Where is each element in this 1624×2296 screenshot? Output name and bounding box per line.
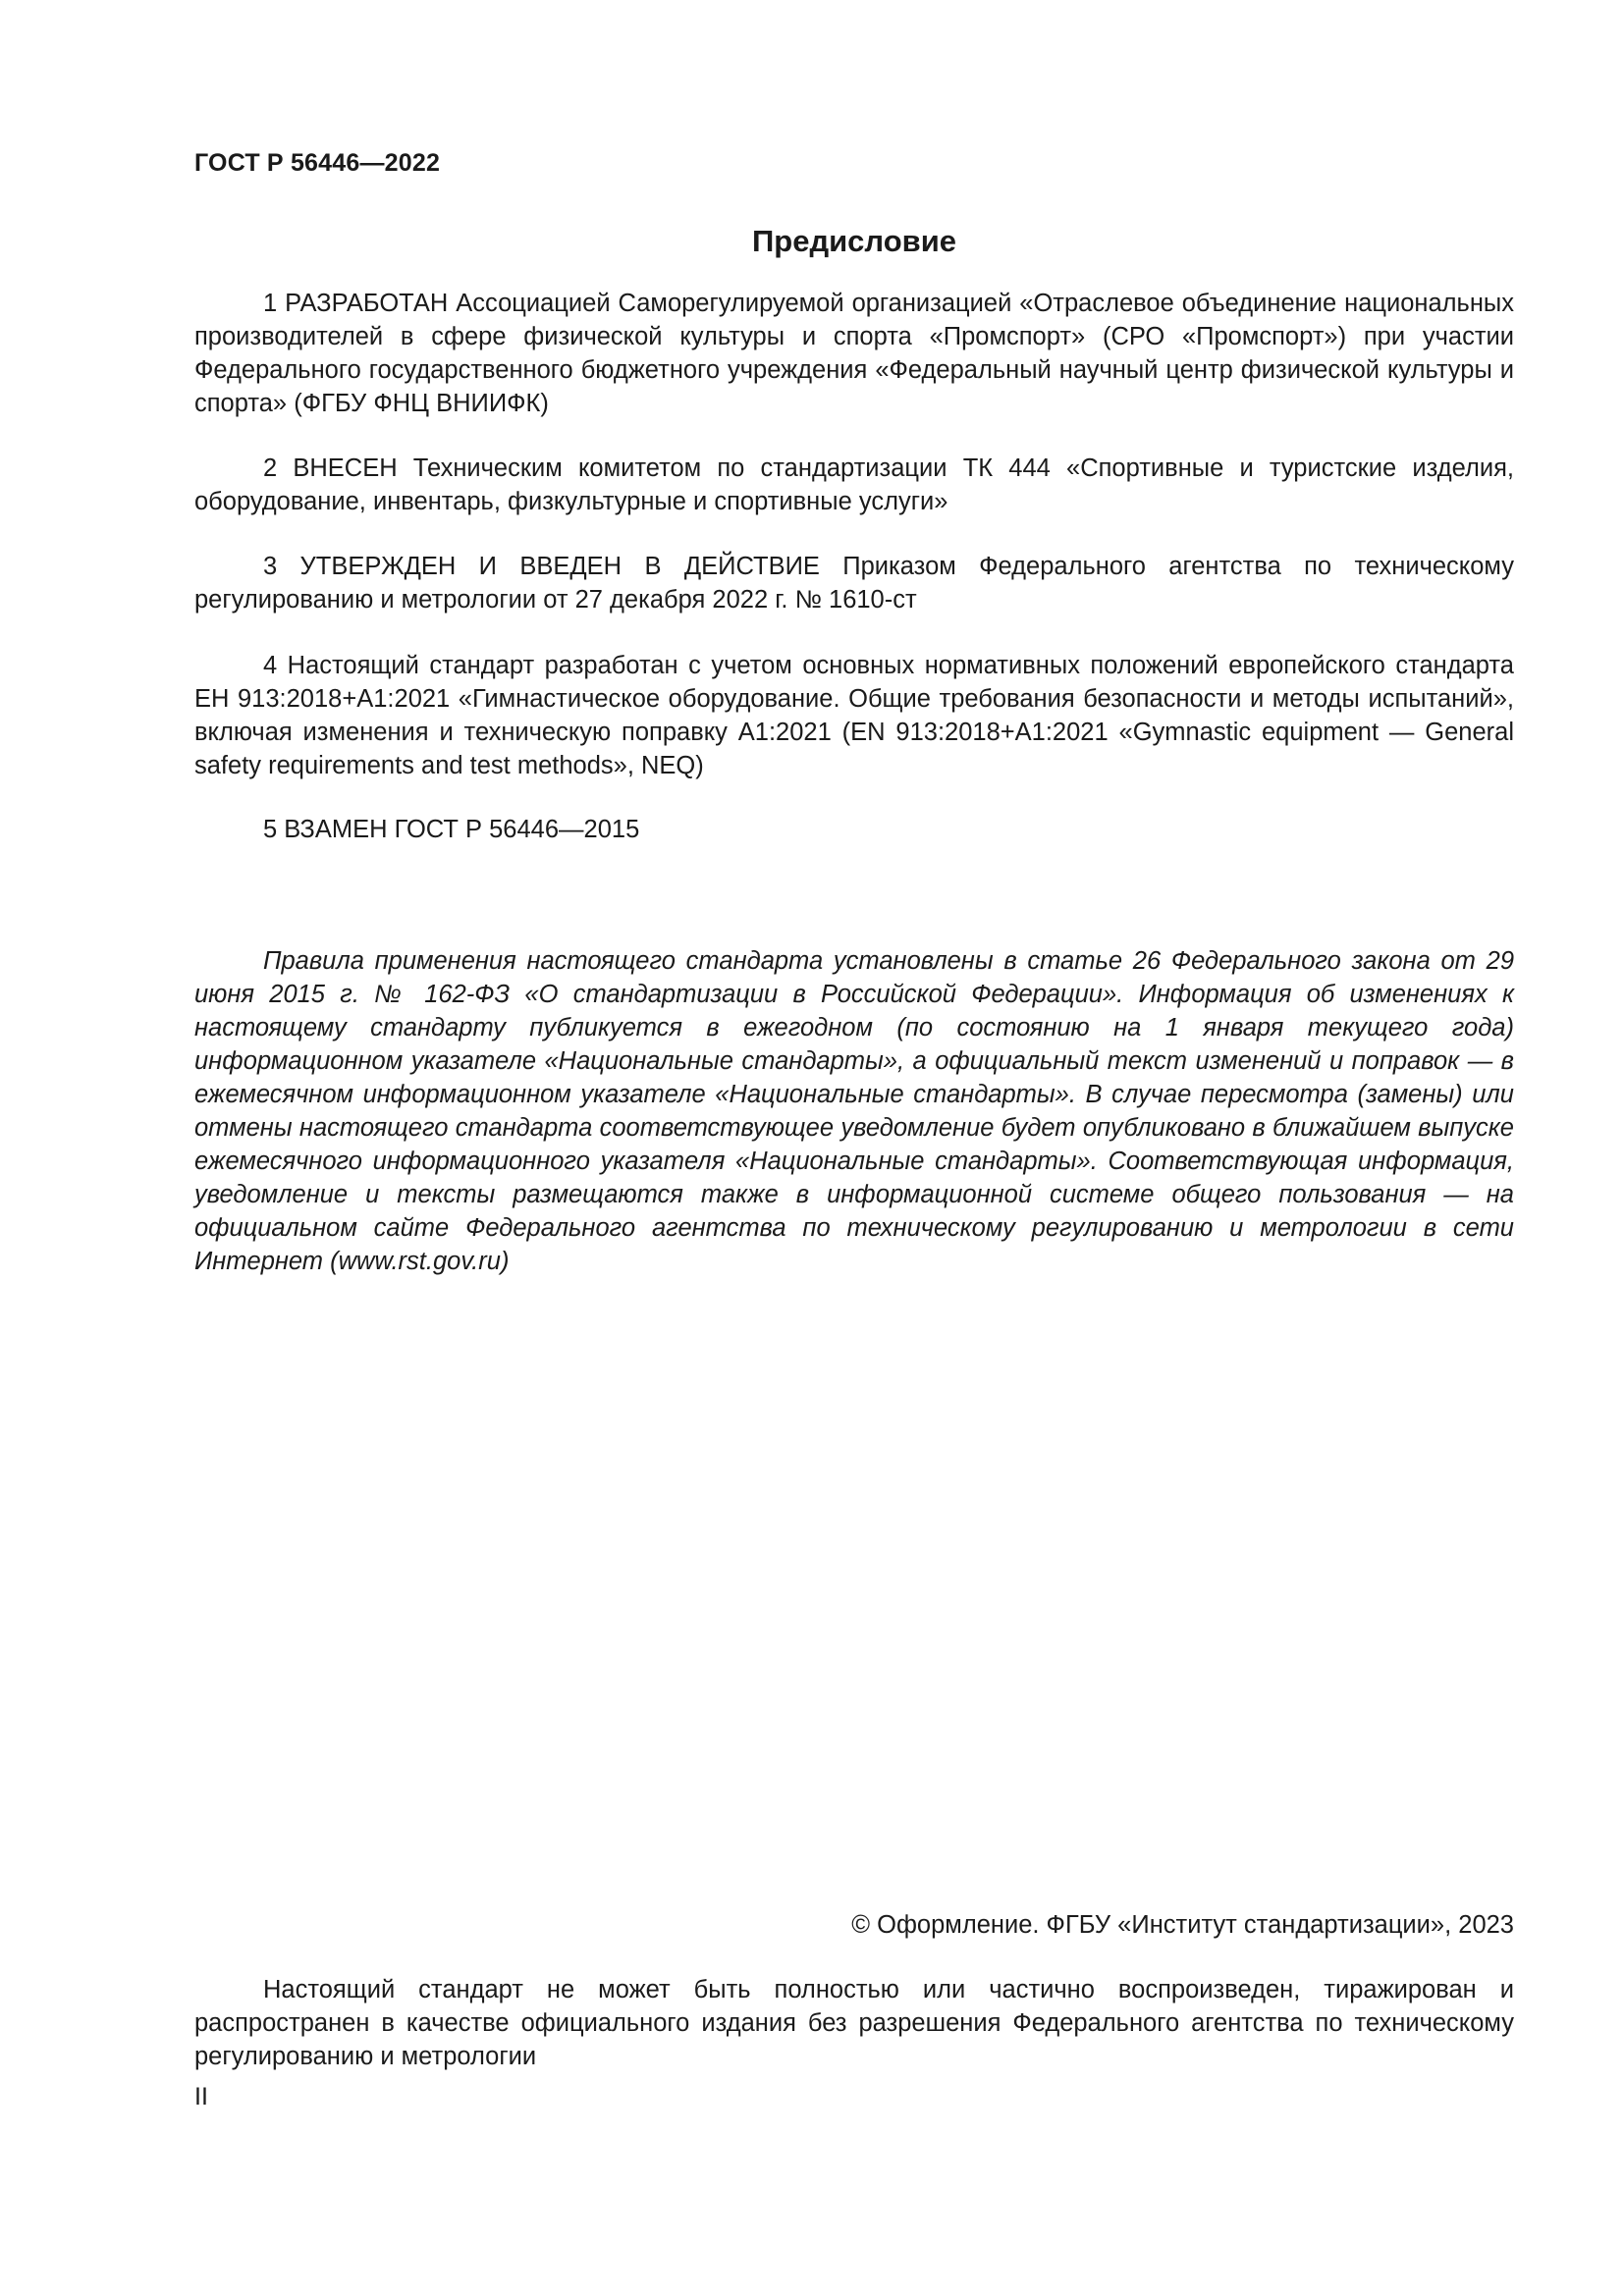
rules-notice: Правила применения настоящего стандарта установлены в статье 26 Федерального закона от 29 июня 2015 г. № 162-ФЗ «О стандартизации в Российской Федерации». Информация об изменениях к настоящему стандарту публикуется в ежегодном (по состоянию на 1 января текущего года) информационном указателе «Национальные стандарты», а официальный текст изменений и поправок — в ежемесячном информационном указателе «Национальные стандарты». В случае пересмотра (замены) или отмены настоящего стандарта соответствующее уведомление будет опубликовано в ближайшем выпуске ежемесячного информационного указателя «Национальные стандарты». Соответствующая информация, уведомление и тексты размещаются также в информационной системе общего пользования — на официальном сайте Федерального агентства по техническому регулированию и метрологии в сети Интернет (www.rst.gov.ru) bbox=[194, 947, 1514, 1275]
legal-notice: Настоящий стандарт не может быть полностью или частично воспроизведен, тиражирован и распространен в качестве официального издания без разрешения Федерального агентства по техническому регулированию и метрологии bbox=[194, 1976, 1514, 2070]
document-code: ГОСТ Р 56446—2022 bbox=[194, 149, 441, 177]
page-title: Предисловие bbox=[751, 224, 956, 258]
page-number: II bbox=[194, 2083, 208, 2110]
foreword-item-developed: 1 РАЗРАБОТАН Ассоциацией Саморегулируемой организацией «Отраслевое объединение национальных производителей в сфере физической культуры и спорта «Промспорт» (СРО «Промспорт») при участии Федерального государственного бюджетного учреждения «Федеральный научный центр физической культуры и спорта» (ФГБУ ФНЦ ВНИИФК) bbox=[194, 290, 1514, 417]
foreword-item-basis: 4 Настоящий стандарт разработан с учетом основных нормативных положений европейского стандарта ЕН 913:2018+А1:2021 «Гимнастическое оборудование. Общие требования безопасности и методы испытаний», включая изменения и техническую поправку А1:2021 (EN 913:2018+A1:2021 «Gymnastic equipment — General safety requirements and test methods», NEQ) bbox=[194, 652, 1514, 779]
foreword-item-approved: 3 УТВЕРЖДЕН И ВВЕДЕН В ДЕЙСТВИЕ Приказом Федерального агентства по техническому регулированию и метрологии от 27 декабря 2022 г. № 1610-ст bbox=[194, 553, 1514, 614]
foreword-item-replaces: 5 ВЗАМЕН ГОСТ Р 56446—2015 bbox=[263, 816, 640, 843]
copyright-line: © Оформление. ФГБУ «Институт стандартизации», 2023 bbox=[851, 1911, 1514, 1939]
foreword-item-introduced: 2 ВНЕСЕН Техническим комитетом по стандартизации ТК 444 «Спортивные и туристские изделия, оборудование, инвентарь, физкультурные и спортивные услуги» bbox=[194, 454, 1514, 515]
